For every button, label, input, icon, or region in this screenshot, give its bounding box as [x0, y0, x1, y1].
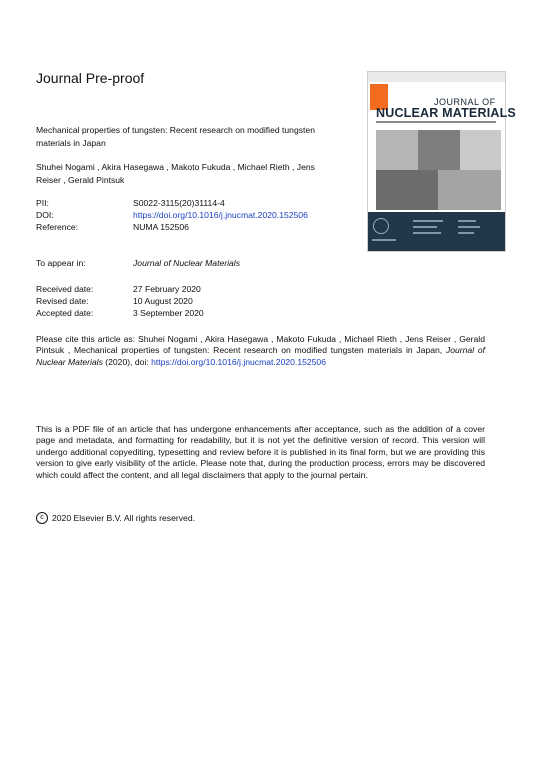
cover-micrograph-collage	[376, 130, 501, 210]
notice-paragraph: This is a PDF file of an article that has undergone enhancements after acceptance, such as the addition of a cover page and metadata, and formatting for readability, but it is not yet the definitive version of record. This version will undergo additional copyediting, typesetting and review before it is published in its final form, but we are providing this version to give early visibility of the article. Please note that, during the production process, errors may be discovered which could affect the content, and all legal disclaimers that apply to the journal pertain.	[36, 424, 485, 480]
pii-label: PII:	[36, 198, 49, 208]
pii-value: S0022-3115(20)31114-4	[133, 198, 225, 208]
cover-journal-line2: NUCLEAR MATERIALS	[376, 106, 516, 120]
journal-cover-image	[367, 71, 516, 252]
copyright-text: 2020 Elsevier B.V. All rights reserved.	[52, 513, 195, 523]
accepted-value: 3 September 2020	[133, 308, 204, 318]
citation-prefix: Please cite this article as: Shuhei Nogami , Akira Hasegawa , Makoto Fukuda , Michael Rieth , Jens Reiser , Gerald Pintsuk , Mechanical properties of tungsten: Recent research on modified tungsten materials in Japan,	[36, 334, 485, 356]
appear-value: Journal of Nuclear Materials	[133, 258, 240, 268]
accepted-label: Accepted date:	[36, 308, 94, 318]
doi-link[interactable]: https://doi.org/10.1016/j.jnucmat.2020.152506	[133, 210, 308, 220]
revised-value: 10 August 2020	[133, 296, 193, 306]
article-authors: Shuhei Nogami , Akira Hasegawa , Makoto Fukuda , Michael Rieth , Jens Reiser , Gerald Pintsuk	[36, 162, 315, 185]
cover-badge-icon	[373, 218, 389, 234]
reference-value: NUMA 152506	[133, 222, 189, 232]
reference-label: Reference:	[36, 222, 79, 232]
revised-label: Revised date:	[36, 296, 89, 306]
citation-journal: Journal of Nuclear Materials	[36, 345, 485, 367]
copyright-line	[36, 512, 195, 524]
citation-paragraph	[36, 334, 485, 368]
received-value: 27 February 2020	[133, 284, 201, 294]
copyright-icon: c	[36, 512, 48, 524]
article-title: Mechanical properties of tungsten: Recent research on modified tungsten materials in Japan	[36, 125, 315, 148]
header-title: Journal Pre-proof	[36, 70, 145, 86]
cover-top-strip	[368, 72, 505, 82]
received-label: Received date:	[36, 284, 94, 294]
citation-suffix: (2020), doi:	[102, 356, 152, 367]
cover-footer-band	[368, 212, 505, 251]
appear-label: To appear in:	[36, 258, 86, 268]
cover-journal-line1: JOURNAL OF	[434, 97, 496, 107]
cover-subtitle-rule	[376, 121, 496, 123]
doi-label: DOI:	[36, 210, 54, 220]
citation-doi-link[interactable]: https://doi.org/10.1016/j.jnucmat.2020.152506	[151, 356, 326, 367]
